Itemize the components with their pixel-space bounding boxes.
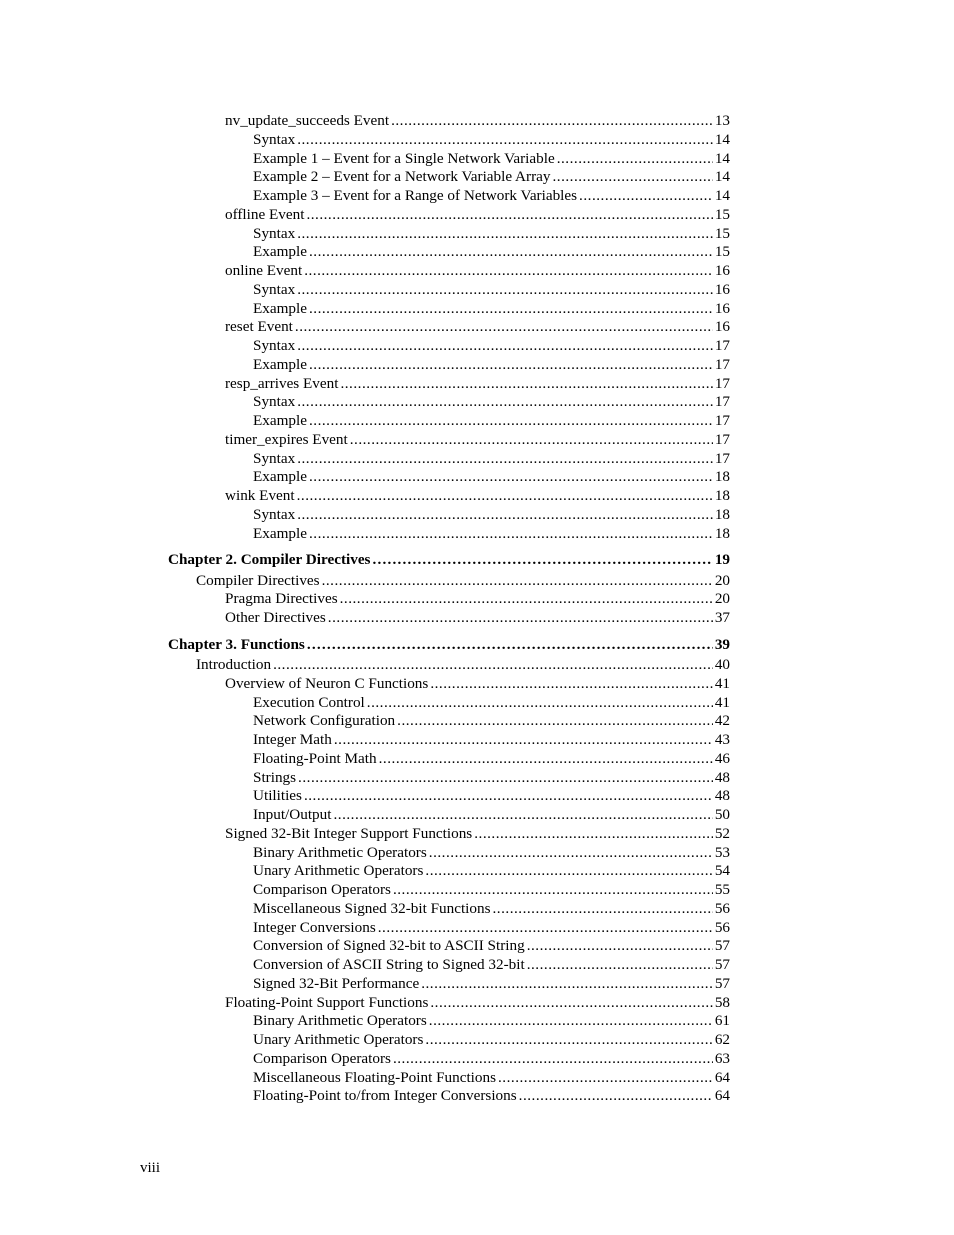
toc-entry-title: Syntax (253, 130, 296, 148)
toc-entry-title: Unary Arithmetic Operators (253, 1031, 424, 1048)
toc-chapter-heading[interactable] (168, 636, 730, 655)
toc-entry-page: 57 (714, 956, 730, 973)
toc-entry-page: 20 (714, 571, 730, 589)
toc-entry[interactable] (168, 806, 730, 825)
toc-entry-title: Example (253, 412, 307, 429)
dot-leader (425, 1031, 712, 1050)
toc-entry-title: Integer Math (253, 731, 332, 748)
toc-entry-page: 39 (714, 635, 730, 653)
toc-entry-page: 17 (714, 393, 730, 411)
toc-entry-page: 41 (714, 674, 730, 692)
toc-entry-page: 17 (714, 374, 730, 392)
toc-entry-title: Overview of Neuron C Functions (225, 674, 429, 692)
toc-entry-page: 43 (714, 731, 730, 748)
toc-entry[interactable] (168, 375, 730, 394)
toc-entry-title: Syntax (253, 280, 296, 298)
toc-entry-title: Utilities (253, 787, 302, 805)
toc-entry-page: 63 (714, 1049, 730, 1067)
toc-entry-page: 15 (714, 224, 730, 242)
dot-leader (519, 1087, 713, 1106)
toc-entry-page: 40 (714, 656, 730, 673)
toc-entry-page: 18 (714, 487, 730, 504)
toc-entry[interactable] (168, 769, 730, 788)
toc-entry-title: Strings (253, 768, 297, 786)
toc-entry[interactable] (168, 450, 730, 469)
page-number: viii (140, 1160, 161, 1176)
dot-leader (430, 675, 713, 694)
dot-leader (304, 262, 713, 281)
dot-leader (527, 956, 713, 975)
toc-entry[interactable] (168, 281, 730, 300)
toc-entry[interactable] (168, 168, 730, 187)
dot-leader (334, 731, 713, 750)
toc-entry[interactable] (168, 262, 730, 281)
dot-leader (322, 572, 713, 591)
toc-entry-title: Example (253, 355, 307, 373)
toc-entry[interactable] (168, 994, 730, 1013)
toc-entry[interactable] (168, 431, 730, 450)
dot-leader (372, 551, 712, 570)
dot-leader (297, 506, 713, 525)
toc-entry-title: Binary Arithmetic Operators (253, 1012, 427, 1030)
toc-entry-title: Example (253, 468, 307, 486)
toc-entry-page: 17 (714, 355, 730, 373)
toc-entry-page: 15 (714, 243, 730, 261)
toc-entry-page: 42 (714, 712, 730, 730)
toc-entry-page: 20 (714, 590, 730, 608)
toc-entry[interactable] (168, 694, 730, 713)
toc-entry-page: 58 (714, 993, 730, 1011)
toc-entry-title: Network Configuration (253, 712, 396, 730)
toc-entry-page: 56 (714, 918, 730, 936)
dot-leader (498, 1069, 713, 1088)
toc-entry[interactable] (168, 787, 730, 806)
toc-entry-title: Example (253, 524, 307, 542)
toc-entry-page: 50 (714, 806, 730, 823)
dot-leader (474, 825, 713, 844)
dot-leader (340, 590, 713, 609)
dot-leader (430, 994, 712, 1013)
toc-entry-title: Binary Arithmetic Operators (253, 843, 427, 861)
toc-entry[interactable] (168, 862, 730, 881)
toc-entry[interactable] (168, 825, 730, 844)
dot-leader (297, 225, 713, 244)
toc-entry-page: 48 (714, 787, 730, 805)
toc-entry-page: 62 (714, 1031, 730, 1048)
dot-leader (367, 694, 713, 713)
toc-entry-page: 16 (714, 318, 730, 336)
dot-leader (309, 468, 713, 487)
toc-entry-page: 48 (714, 768, 730, 786)
toc-entry-title: Chapter 3. Functions (168, 635, 305, 653)
toc-entry[interactable] (168, 1069, 730, 1088)
toc-entry[interactable] (168, 318, 730, 337)
toc-entry-title: Syntax (253, 505, 296, 523)
toc-entry-page: 37 (714, 609, 730, 626)
toc-entry-title: online Event (225, 262, 303, 279)
toc-entry[interactable] (168, 206, 730, 225)
toc-entry[interactable] (168, 337, 730, 356)
toc-entry-page: 54 (714, 862, 730, 880)
toc-entry[interactable] (168, 300, 730, 319)
dot-leader (391, 112, 713, 131)
dot-leader (309, 356, 713, 375)
toc-entry[interactable] (168, 1087, 730, 1106)
dot-leader (297, 487, 713, 506)
toc-entry-page: 17 (714, 337, 730, 354)
toc-entry[interactable] (168, 225, 730, 244)
dot-leader (552, 168, 712, 187)
toc-entry-page: 14 (714, 168, 730, 186)
toc-entry[interactable] (168, 750, 730, 769)
dot-leader (557, 150, 713, 169)
toc-entry-title: Syntax (253, 224, 296, 242)
dot-leader (298, 769, 713, 788)
toc-entry-page: 57 (714, 937, 730, 955)
toc-entry-page: 16 (714, 299, 730, 317)
toc-entry[interactable] (168, 393, 730, 412)
toc-entry[interactable] (168, 356, 730, 375)
toc-entry-page: 16 (714, 262, 730, 279)
toc-entry[interactable] (168, 131, 730, 150)
toc-entry[interactable] (168, 468, 730, 487)
table-of-contents (168, 112, 730, 1106)
toc-entry[interactable] (168, 1031, 730, 1050)
toc-entry[interactable] (168, 919, 730, 938)
dot-leader (393, 881, 713, 900)
dot-leader (297, 450, 713, 469)
dot-leader (379, 750, 713, 769)
toc-entry[interactable] (168, 243, 730, 262)
toc-entry-title: reset Event (225, 318, 293, 336)
toc-entry-page: 14 (714, 130, 730, 148)
toc-entry[interactable] (168, 112, 730, 131)
dot-leader (397, 712, 713, 731)
toc-entry-title: Example (253, 299, 307, 317)
toc-entry-title: Syntax (253, 337, 296, 354)
toc-entry[interactable] (168, 506, 730, 525)
toc-entry-page: 14 (714, 187, 730, 204)
toc-entry-title: Integer Conversions (253, 918, 376, 936)
toc-entry-title: Comparison Operators (253, 881, 391, 898)
dot-leader (429, 1012, 713, 1031)
dot-leader (421, 975, 713, 994)
dot-leader (297, 131, 713, 150)
toc-entry[interactable] (168, 731, 730, 750)
toc-entry-page: 52 (714, 824, 730, 842)
toc-entry-page: 18 (714, 505, 730, 523)
dot-leader (297, 281, 713, 300)
toc-entry-page: 17 (714, 412, 730, 429)
toc-entry-title: Floating-Point Math (253, 749, 377, 767)
dot-leader (378, 919, 713, 938)
dot-leader (425, 862, 712, 881)
dot-leader (333, 806, 712, 825)
toc-entry[interactable] (168, 187, 730, 206)
toc-entry-title: Syntax (253, 393, 296, 411)
toc-entry[interactable] (168, 590, 730, 609)
dot-leader (579, 187, 713, 206)
toc-chapter-heading[interactable] (168, 551, 730, 570)
toc-entry-title: Comparison Operators (253, 1049, 391, 1067)
dot-leader (297, 337, 713, 356)
toc-entry-title: Conversion of Signed 32-bit to ASCII String (253, 937, 525, 955)
toc-entry-page: 13 (714, 112, 730, 129)
dot-leader (306, 206, 712, 225)
dot-leader (340, 375, 712, 394)
toc-entry-title: Syntax (253, 449, 296, 467)
toc-entry-title: Miscellaneous Signed 32-bit Functions (253, 899, 491, 917)
toc-entry-title: Input/Output (253, 806, 332, 823)
toc-entry-page: 56 (714, 899, 730, 917)
toc-entry[interactable] (168, 881, 730, 900)
toc-entry[interactable] (168, 844, 730, 863)
toc-entry[interactable] (168, 572, 730, 591)
toc-entry[interactable] (168, 525, 730, 544)
toc-entry-page: 18 (714, 524, 730, 542)
toc-entry-title: Example 1 – Event for a Single Network Variable (253, 149, 555, 167)
dot-leader (429, 844, 713, 863)
toc-entry[interactable] (168, 656, 730, 675)
toc-entry-page: 53 (714, 843, 730, 861)
toc-entry-title: Example 3 – Event for a Range of Network Variables (253, 187, 578, 204)
toc-entry-page: 41 (714, 693, 730, 711)
toc-entry-page: 55 (714, 881, 730, 898)
toc-entry[interactable] (168, 1050, 730, 1069)
toc-entry-title: Floating-Point Support Functions (225, 993, 429, 1011)
dot-leader (295, 318, 713, 337)
toc-entry-title: Miscellaneous Floating-Point Functions (253, 1068, 496, 1086)
toc-entry-page: 14 (714, 149, 730, 167)
toc-entry-title: Compiler Directives (196, 571, 320, 589)
toc-entry[interactable] (168, 487, 730, 506)
toc-entry[interactable] (168, 150, 730, 169)
toc-entry-page: 19 (714, 551, 730, 569)
toc-entry-page: 17 (714, 430, 730, 448)
dot-leader (350, 431, 713, 450)
toc-entry-title: Conversion of ASCII String to Signed 32-bit (253, 956, 525, 973)
toc-entry-page: 17 (714, 449, 730, 467)
toc-entry-title: Execution Control (253, 693, 365, 711)
toc-entry[interactable] (168, 956, 730, 975)
dot-leader (309, 243, 713, 262)
dot-leader (304, 787, 713, 806)
toc-entry-page: 18 (714, 468, 730, 486)
toc-entry-title: Floating-Point to/from Integer Conversions (253, 1087, 517, 1105)
toc-entry-title: offline Event (225, 205, 305, 223)
toc-entry-title: Unary Arithmetic Operators (253, 862, 424, 880)
toc-entry-title: timer_expires Event (225, 430, 348, 448)
dot-leader (328, 609, 713, 628)
dot-leader (297, 393, 713, 412)
toc-entry[interactable] (168, 975, 730, 994)
toc-entry-title: Introduction (196, 656, 272, 673)
toc-entry[interactable] (168, 900, 730, 919)
dot-leader (527, 937, 713, 956)
toc-entry-page: 15 (714, 205, 730, 223)
toc-entry-title: resp_arrives Event (225, 374, 339, 392)
toc-entry[interactable] (168, 675, 730, 694)
toc-entry-page: 61 (714, 1012, 730, 1030)
toc-entry-title: Example (253, 243, 307, 261)
toc-entry-page: 46 (714, 749, 730, 767)
dot-leader (307, 636, 713, 655)
toc-entry-title: Example 2 – Event for a Network Variable Array (253, 168, 551, 186)
toc-entry-page: 57 (714, 974, 730, 992)
dot-leader (273, 656, 713, 675)
toc-entry[interactable] (168, 609, 730, 628)
dot-leader (493, 900, 713, 919)
dot-leader (309, 412, 713, 431)
dot-leader (309, 525, 713, 544)
toc-entry[interactable] (168, 712, 730, 731)
toc-entry-title: Pragma Directives (225, 590, 338, 608)
toc-entry[interactable] (168, 937, 730, 956)
toc-entry-title: nv_update_succeeds Event (225, 112, 390, 129)
toc-entry-title: Chapter 2. Compiler Directives (168, 551, 371, 569)
toc-entry[interactable] (168, 412, 730, 431)
toc-entry[interactable] (168, 1012, 730, 1031)
toc-entry-page: 64 (714, 1068, 730, 1086)
toc-entry-title: wink Event (225, 487, 295, 504)
toc-entry-page: 16 (714, 280, 730, 298)
toc-entry-title: Other Directives (225, 609, 326, 626)
dot-leader (393, 1050, 713, 1069)
toc-entry-title: Signed 32-Bit Integer Support Functions (225, 824, 473, 842)
dot-leader (309, 300, 713, 319)
toc-entry-page: 64 (714, 1087, 730, 1105)
toc-entry-title: Signed 32-Bit Performance (253, 974, 420, 992)
